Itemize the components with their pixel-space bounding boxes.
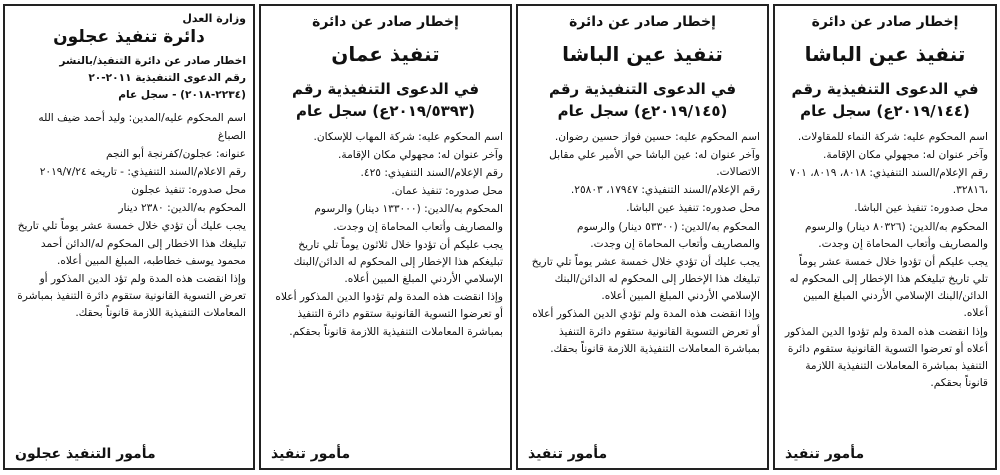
court-name: تنفيذ عين الباشا <box>804 42 966 67</box>
body-line: اسم المحكوم عليه: حسين فواز حسين رضوان. <box>554 130 760 143</box>
notice-body <box>268 129 503 341</box>
notice-header <box>525 12 760 123</box>
body-line: محل صدوره: تنفيذ عمان. <box>391 185 503 198</box>
body-line: رقم الاعلام/السند التنفيذي: - تاريخه ٢٠١٩/٧/٢٤ <box>39 165 246 178</box>
notice-header <box>782 12 988 123</box>
body-line: اسم المحكوم عليه: شركة المهاب للإسكان. <box>313 130 503 143</box>
notice-body <box>782 129 988 392</box>
court-name: تنفيذ عمان <box>331 42 440 67</box>
signature: مأمور تنفيذ <box>271 446 351 462</box>
court-name: تنفيذ عين الباشا <box>562 42 723 67</box>
signature: مأمور تنفيذ <box>528 446 608 462</box>
body-line: وآخر عنوان له: مجهولي مكان الإقامة. <box>338 148 503 161</box>
body-line: محل صدوره: تنفيذ عين الباشا. <box>854 202 988 215</box>
body-line: رقم الإعلام/السند التنفيذي: ٤٢٥. <box>360 167 503 180</box>
body-line: المحكوم به/الدين: ٢٣٨٠ دينار <box>118 202 246 215</box>
notice-ain-basha-145 <box>516 4 769 470</box>
case-number: (٢٠١٩/١٤٤ع) سجل عام <box>800 102 970 121</box>
body-line: وإذا انقضت هذه المدة ولم تؤدي الدين المذكور أعلاه أو تعرض التسوية القانونية ستقوم دائرة التنفيذ بمباشرة المعاملات التنفيذية اللازمة قانوناً بحقك. <box>532 308 760 355</box>
notice-heading: إخطار صادر عن دائرة <box>811 14 959 30</box>
body-line: يجب عليك أن تؤدي خلال خمسة عشر يوماً تلي تاريخ تبليغك هذا الإخطار إلى المحكوم له الدائن/البنك الإسلامي الأردني المبلغ المبين أعلاه. <box>531 255 760 303</box>
notice-ajloun <box>3 4 255 470</box>
case-label: في الدعوى التنفيذية رقم <box>548 80 737 99</box>
body-line: المحكوم به/الدين: (٥٣٣٠٠ دينار) والرسوم والمصاريف وأتعاب المحاماة إن وجدت. <box>577 220 760 250</box>
notice-heading: إخطار صادر عن دائرة <box>312 14 459 30</box>
signature: مأمور تنفيذ <box>785 446 865 462</box>
body-line: رقم الإعلام/السند التنفيذي: ٨٠١٨، ٨٠١٩، ٧٠١ ،٣٢٨١٦. <box>789 167 988 197</box>
body-line: المحكوم به/الدين: (٨٠٣٢٦ دينار) والرسوم والمصاريف وأتعاب المحاماة إن وجدت. <box>805 220 988 250</box>
case-number: (٢٠١٩/١٤٥ع) سجل عام <box>557 102 728 121</box>
notice-body <box>525 129 760 358</box>
notice-header <box>268 12 503 123</box>
body-line: اسم المحكوم عليه: شركة النماء للمقاولات. <box>797 130 988 143</box>
notice-heading: اخطار صادر عن دائرة التنفيذ/بالنشر <box>59 55 246 67</box>
signature: مأمور التنفيذ عجلون <box>15 446 156 462</box>
case-label: رقم الدعوى التنفيذية ٢٠١١-٢٠ <box>88 72 246 85</box>
notice-ain-basha-144 <box>773 4 997 470</box>
case-label: في الدعوى التنفيذية رقم <box>791 80 979 99</box>
body-line: وآخر عنوان له: عين الباشا حي الأمير علي مقابل الاتصالات. <box>549 148 760 179</box>
body-line: وإذا انقضت هذه المدة ولم تؤدوا الدين المذكور أعلاه أو تعرضوا التسوية القانونية ستقوم دائرة التنفيذ بمباشرة المعاملات التنفيذية اللازمة قانوناً بحقكم. <box>784 325 988 389</box>
body-line: وإذا انقضت هذه المدة ولم تؤدوا الدين المذكور أعلاه أو تعرضوا التسوية القانونية ستقوم دائرة التنفيذ بمباشرة المعاملات التنفيذية اللازمة قانوناً بحقكم. <box>275 291 503 338</box>
body-line: يجب عليك أن تؤدي خلال خمسة عشر يوماً تلي تاريخ تبليغك هذا الاخطار إلى المحكوم له/الدائن أحمد محمود يوسف خطاطبه، المبلغ المبين أعلاه. <box>17 220 246 267</box>
notice-amman-5393 <box>259 4 512 470</box>
body-line: يجب عليكم أن تؤدوا خلال ثلاثون يوماً تلي تاريخ تبليغكم هذا الإخطار إلى المحكوم له الدائن/البنك الإسلامي الأردني المبلغ المبين أعلاه. <box>293 238 503 286</box>
notice-heading: إخطار صادر عن دائرة <box>569 14 716 30</box>
case-number: (٢٢٣٤-٢٠١٨) - سجل عام <box>118 89 246 102</box>
case-label: في الدعوى التنفيذية رقم <box>291 80 480 99</box>
notice-body <box>12 110 246 322</box>
notice-subtitle <box>12 53 246 104</box>
body-line: المحكوم به/الدين: (١٣٣٠٠٠ دينار) والرسوم والمصاريف وأتعاب المحاماة إن وجدت. <box>314 203 503 233</box>
body-line: يجب عليكم أن تؤدوا خلال خمسة عشر يوماً تلي تاريخ تبليغكم هذا الإخطار إلى المحكوم له الدائن/البنك الإسلامي الأردني المبلغ المبين أعلاه. <box>789 255 988 320</box>
body-line: محل صدوره: تنفيذ عين الباشا. <box>626 202 760 215</box>
body-line: وإذا انقضت هذه المدة ولم تؤد الدين المذكور أو تعرض التسوية القانونية ستقوم دائرة التنفيذ بمباشرة المعاملات التنفيذية اللازمة قانوناً بحقك. <box>17 272 246 320</box>
body-line: وآخر عنوان له: مجهولي مكان الإقامة. <box>823 148 988 161</box>
court-name: دائرة تنفيذ عجلون <box>53 27 205 47</box>
ministry-name: وزارة العدل <box>182 12 246 25</box>
body-line: رقم الإعلام/السند التنفيذي: ١٧٩٤٧، ٢٥٨٠٣. <box>570 184 760 197</box>
body-line: محل صدوره: تنفيذ عجلون <box>131 184 246 197</box>
case-number: (٢٠١٩/٥٣٩٣ع) سجل عام <box>296 102 475 121</box>
body-line: اسم المحكوم عليه/المدين: وليد أحمد ضيف الله الصباغ <box>38 112 246 142</box>
body-line: عنوانه: عجلون/كفرنجة أبو النجم <box>105 147 246 160</box>
